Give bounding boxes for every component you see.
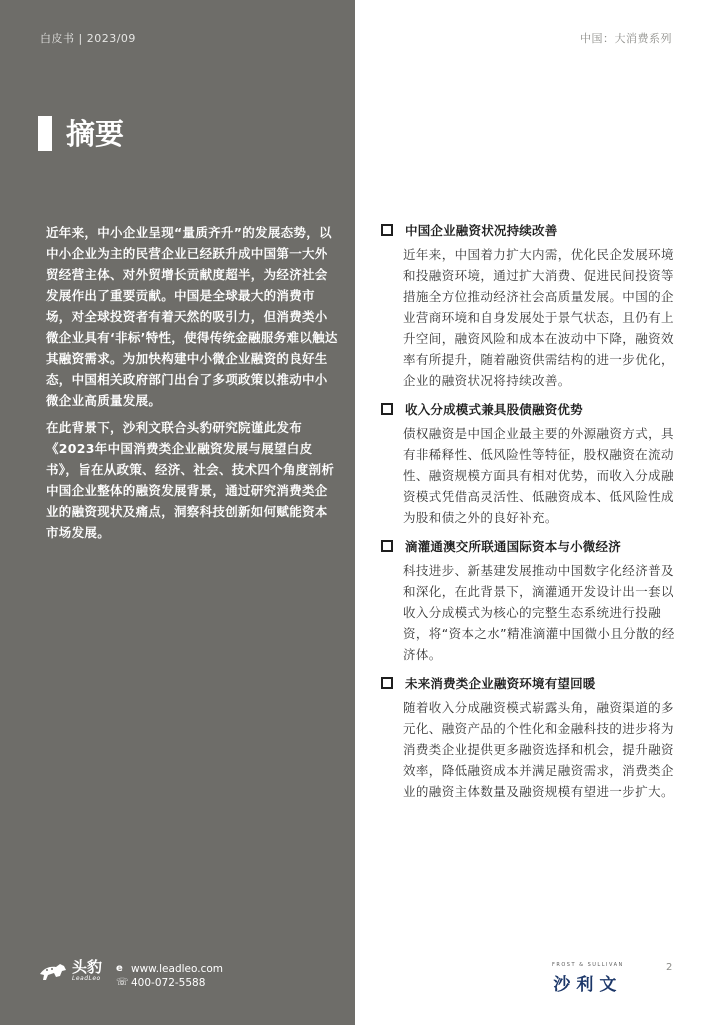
- section-1: [381, 218, 681, 391]
- section-title: 滴灌通澳交所联通国际资本与小微经济: [405, 539, 621, 554]
- phone-number: 400-072-5588: [131, 977, 206, 989]
- summary-sections: [381, 218, 681, 808]
- title-accent-bar: [38, 116, 52, 151]
- section-header: [381, 397, 681, 421]
- checkbox-icon: [381, 224, 393, 236]
- intro-text: [46, 222, 338, 549]
- checkbox-icon: [381, 677, 393, 689]
- partner-cn: 沙利文: [553, 975, 623, 995]
- section-header: [381, 671, 681, 695]
- section-2: [381, 397, 681, 528]
- checkbox-icon: [381, 540, 393, 552]
- website-link[interactable]: www.leadleo.com: [131, 963, 223, 975]
- section-3: [381, 534, 681, 665]
- page-number: 2: [666, 962, 673, 973]
- frost-sullivan-logo: [552, 962, 624, 995]
- phone-row: [116, 976, 223, 990]
- intro-paragraph-1: 近年来，中小企业呈现“量质齐升”的发展态势，以中小企业为主的民营企业已经跃升成中国第一大外贸经营主体、对外贸增长贡献度超半，为经济社会发展作出了重要贡献。中国是全球最大的消费市场，对全球投资者有着天然的吸引力，但消费类小微企业具有‘非标’特性，使得传统金融服务难以触达其融资需求。为加快构建中小微企业融资的良好生态，中国相关政府部门出台了多项政策以推动中小微企业高质量发展。: [46, 225, 338, 408]
- partner-en: FROST & SULLIVAN: [552, 962, 624, 968]
- cheetah-icon: [38, 958, 68, 982]
- section-title: 中国企业融资状况持续改善: [405, 223, 558, 238]
- section-body: 近年来，中国着力扩大内需，优化民企发展环境和投融资环境，通过扩大消费、促进民间投资等措施全方位推动经济社会高质量发展。中国的企业营商环境和自身发展处于景气状态，且仍有上升空间，融资风险和成本在波动中下降，融资效率有所提升，随着融资供需结构的进一步优化，企业的融资状况将持续改善。: [403, 247, 674, 388]
- checkbox-icon: [381, 403, 393, 415]
- header-right: 中国：大消费系列: [580, 32, 672, 45]
- phone-icon: ☏: [116, 977, 129, 988]
- section-title: 未来消费类企业融资环境有望回暖: [405, 676, 596, 691]
- page-title: 摘要: [66, 117, 125, 151]
- leadleo-logo: [38, 958, 102, 982]
- intro-paragraph-2: 在此背景下，沙利文联合头豹研究院谨此发布《2023年中国消费类企业融资发展与展望白皮书》，旨在从政策、经济、社会、技术四个角度剖析中国企业整体的融资发展背景，通过研究消费类企业的融资现状及痛点，洞察科技创新如何赋能资本市场发展。: [46, 420, 335, 540]
- header-left: 白皮书 | 2023/09: [40, 32, 136, 45]
- website-row: [116, 962, 223, 976]
- leadleo-logo-text: [68, 959, 102, 982]
- logo-cn: 头豹: [72, 957, 103, 976]
- section-header: [381, 534, 681, 558]
- section-body: 科技进步、新基建发展推动中国数字化经济普及和深化，在此背景下，滴灌通开发设计出一套以收入分成模式为核心的完整生态系统进行投融资，将“资本之水”精准滴灌中国微小且分散的经济体。: [403, 563, 675, 662]
- contact-info: [116, 962, 223, 990]
- section-body: 随着收入分成融资模式崭露头角，融资渠道的多元化、融资产品的个性化和金融科技的进步将为消费类企业提供更多融资选择和机会，提升融资效率，降低融资成本并满足融资需求，消费类企业的融资主体数量及融资规模有望进一步扩大。: [403, 700, 674, 799]
- logo-en: LeadLeo: [72, 974, 101, 982]
- section-title: 收入分成模式兼具股债融资优势: [405, 402, 583, 417]
- section-4: [381, 671, 681, 802]
- section-body: 债权融资是中国企业最主要的外源融资方式，具有非稀释性、低风险性等特征，股权融资在流动性、融资规模方面具有相对优势，而收入分成融资模式凭借高灵活性、低融资成本、低风险性成为股和债之外的良好补充。: [403, 426, 674, 525]
- web-icon: e: [116, 963, 123, 974]
- section-header: [381, 218, 681, 242]
